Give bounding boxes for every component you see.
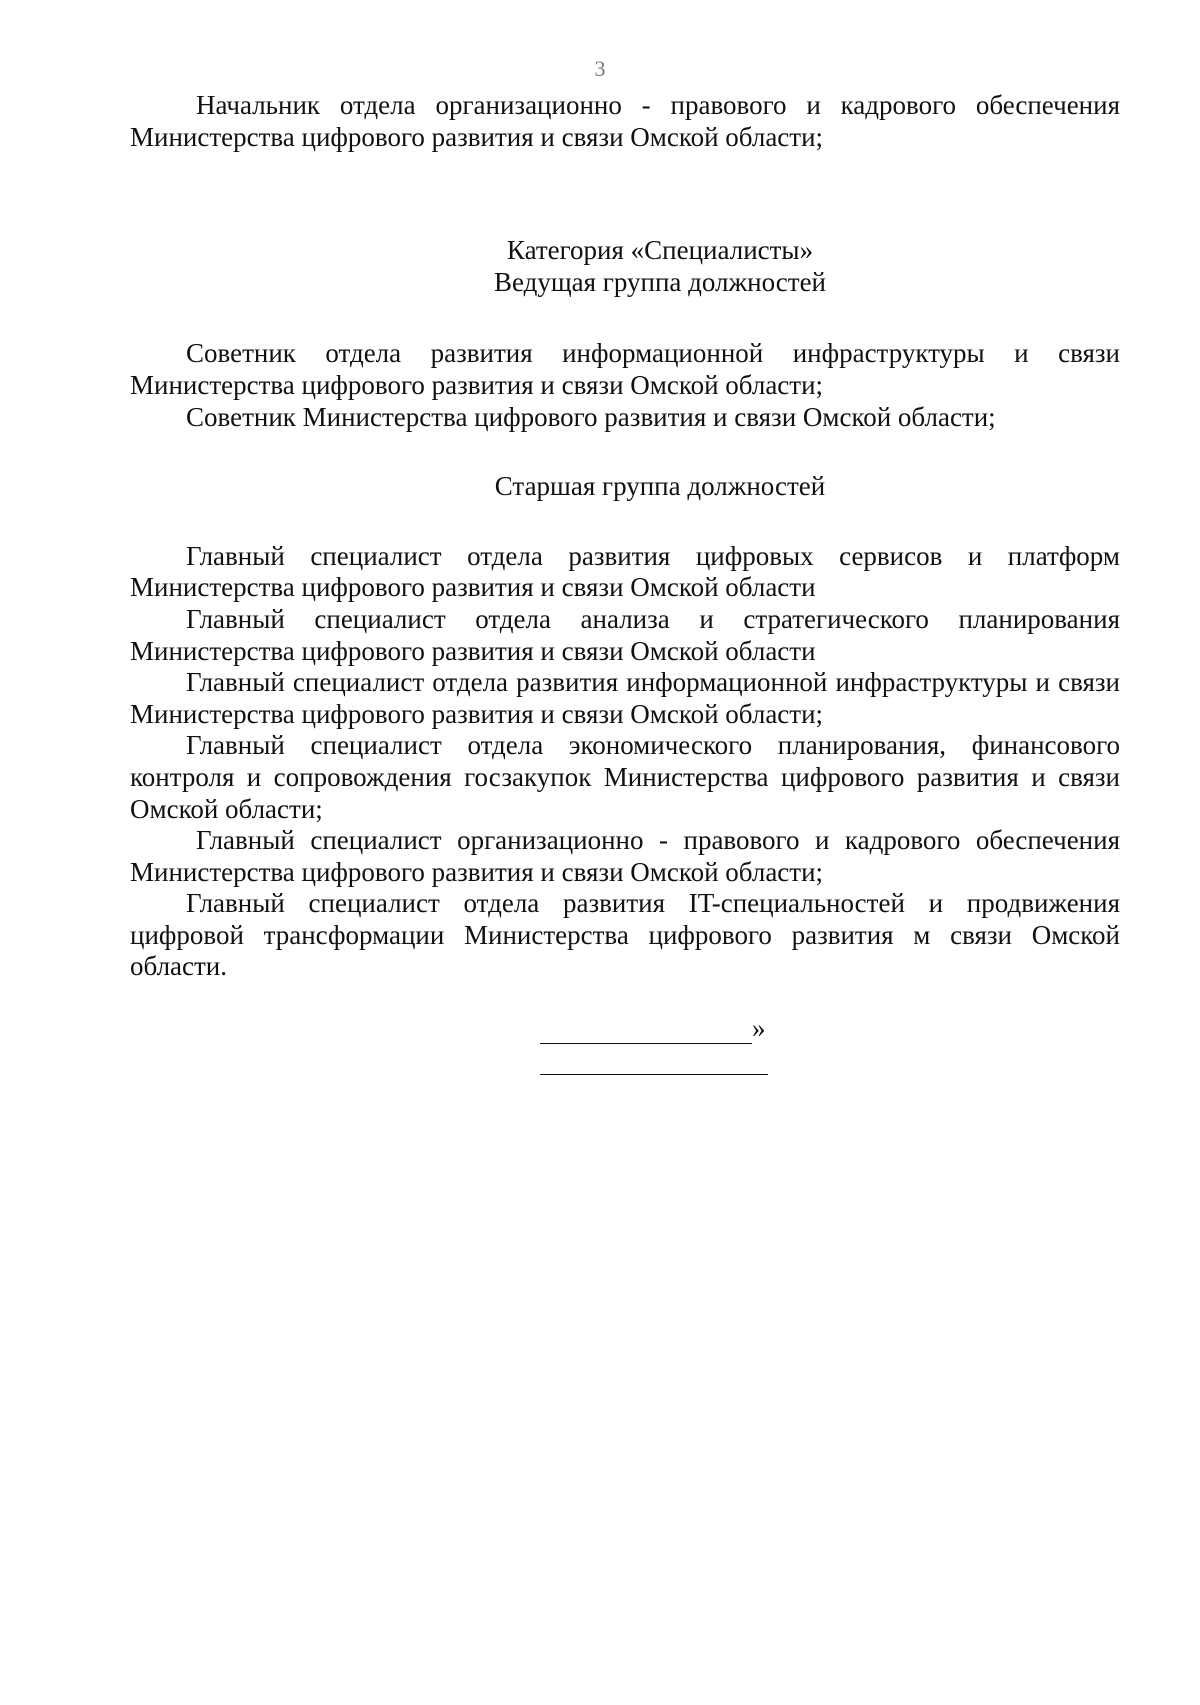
category-heading: Категория «Специалисты» bbox=[506, 235, 814, 266]
leading-group-item: Советник отдела развития информационной инфраструктуры и связи Министерства цифрового развития и связи Омской области; bbox=[130, 338, 1120, 400]
spacer bbox=[130, 503, 1120, 541]
senior-group-item: Главный специалист отдела анализа и стратегического планирования Министерства цифрового развития и связи Омской области bbox=[130, 603, 1120, 666]
intro-paragraph: Начальник отдела организационно - правового и кадрового обеспечения Министерства цифрового развития и связи Омской области; bbox=[130, 90, 1120, 152]
document-body bbox=[130, 90, 1120, 983]
closing-lines bbox=[540, 1012, 780, 1082]
spacer bbox=[130, 153, 1120, 235]
senior-group-item: Главный специалист отдела развития цифровых сервисов и платформ Министерства цифрового развития и связи Омской области bbox=[130, 540, 1120, 603]
leading-group-item: Советник Министерства цифрового развития и связи Омской области; bbox=[186, 401, 996, 432]
closing-quote-mark: » bbox=[752, 1013, 766, 1043]
spacer bbox=[130, 298, 1120, 338]
spacer bbox=[130, 433, 1120, 471]
senior-group-item: Главный специалист отдела экономического планирования, финансового контроля и сопровождения госзакупок Министерства цифрового развития и связи Омской области; bbox=[130, 730, 1120, 824]
senior-group-item: Главный специалист отдела развития информационной инфраструктуры и связи Министерства цифрового развития и связи Омской области; bbox=[130, 667, 1120, 729]
senior-group-item: Главный специалист отдела развития IT-специальностей и продвижения цифровой трансформации Министерства цифрового развития м связи Омской области. bbox=[130, 888, 1120, 982]
senior-group-item: Главный специалист организационно - правового и кадрового обеспечения Министерства цифрового развития и связи Омской области; bbox=[130, 825, 1120, 887]
leading-group-heading: Ведущая группа должностей bbox=[493, 266, 826, 297]
closing-underline bbox=[540, 1043, 752, 1044]
senior-group-heading: Старшая группа должностей bbox=[494, 471, 826, 502]
page-number: 3 bbox=[594, 56, 606, 81]
end-rule bbox=[540, 1074, 768, 1075]
